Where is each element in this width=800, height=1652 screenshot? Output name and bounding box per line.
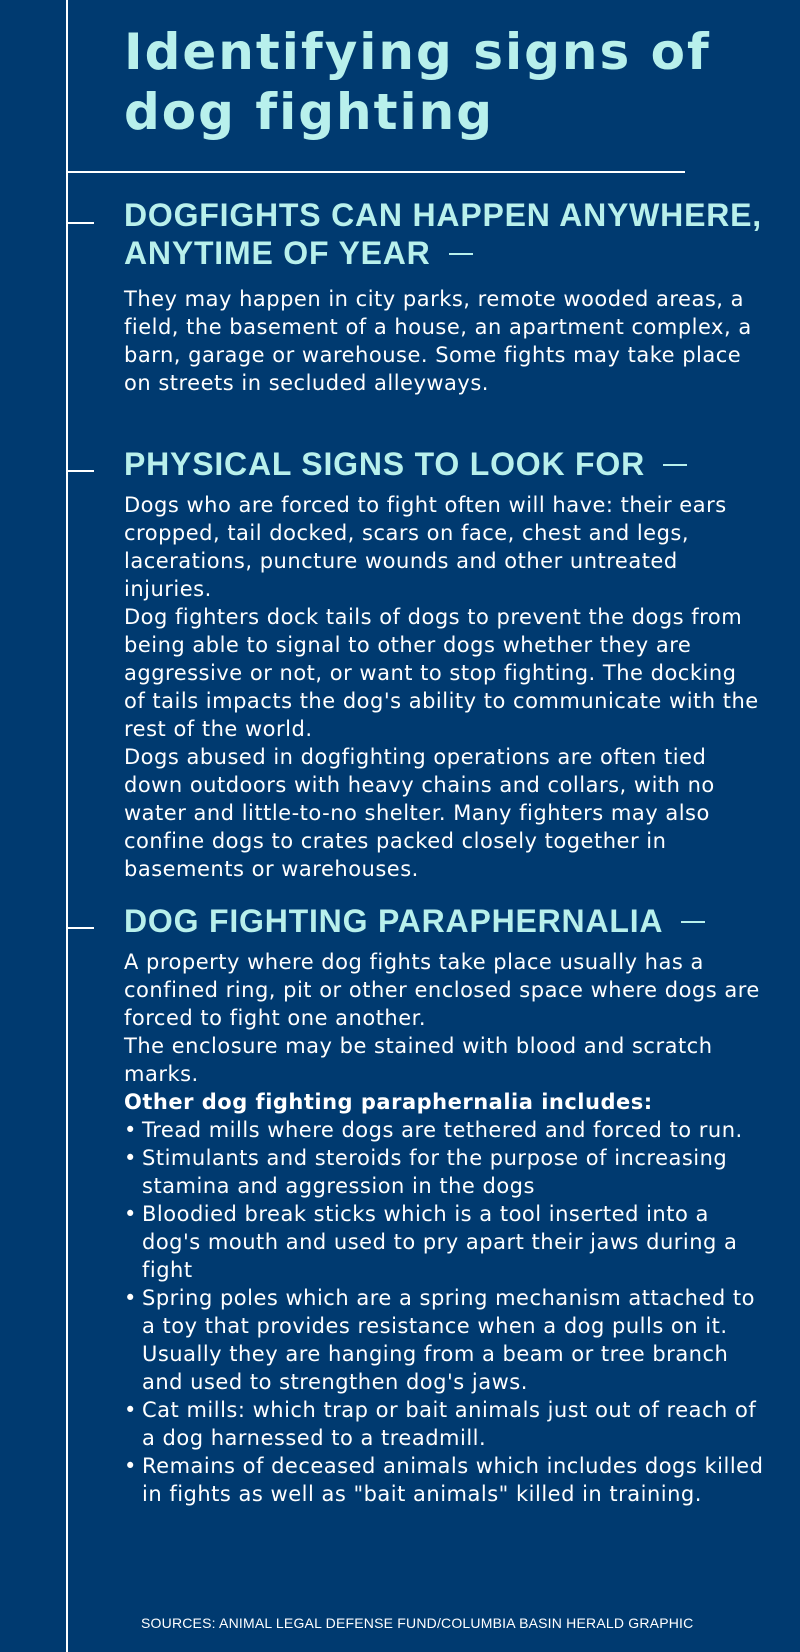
list-item bbox=[124, 1144, 764, 1200]
list-item bbox=[124, 1116, 764, 1144]
list-item-text: Spring poles which are a spring mechanism attached to a toy that provides resistance when a dog pulls on it. Usually they are hanging from a beam or tree branch and used to strengthen dog's jaws. bbox=[142, 1286, 755, 1394]
bullet-icon: • bbox=[124, 1286, 137, 1310]
section-dogfight-locations bbox=[124, 196, 764, 397]
list-item bbox=[124, 1284, 764, 1396]
paragraph: They may happen in city parks, remote wooded areas, a field, the basement of a house, an apartment complex, a barn, garage or warehouse. Some fights may take place on streets in secluded alleyways. bbox=[124, 287, 752, 395]
list-item bbox=[124, 1452, 764, 1508]
section-heading-text: PHYSICAL SIGNS TO LOOK FOR bbox=[124, 446, 646, 482]
bullet-icon: • bbox=[124, 1118, 137, 1142]
section-marker bbox=[66, 222, 94, 224]
heading-dash bbox=[681, 921, 705, 923]
bullet-icon: • bbox=[124, 1202, 137, 1226]
section-paraphernalia bbox=[124, 902, 764, 1508]
paragraph: A property where dog fights take place usually has a confined ring, pit or other enclosed space where dogs are forced to fight one another. bbox=[124, 950, 760, 1030]
list-title: Other dog fighting paraphernalia includes: bbox=[124, 1090, 653, 1114]
heading-dash bbox=[449, 253, 473, 255]
list-item bbox=[124, 1396, 764, 1452]
list-item-text: Bloodied break sticks which is a tool inserted into a dog's mouth and used to pry apart their jaws during a fight bbox=[142, 1202, 738, 1282]
section-heading bbox=[124, 196, 764, 272]
bullet-icon: • bbox=[124, 1398, 137, 1422]
section-heading bbox=[124, 902, 764, 940]
section-body bbox=[124, 285, 764, 397]
paragraph: Dog fighters dock tails of dogs to prevent the dogs from being able to signal to other dogs whether they are aggressive or not, or want to stop fighting. The docking of tails impacts the dog's ability to communicate with the rest of the world. bbox=[124, 605, 759, 741]
section-physical-signs bbox=[124, 445, 764, 883]
bullet-icon: • bbox=[124, 1146, 137, 1170]
section-heading-text: DOG FIGHTING PARAPHERNALIA bbox=[124, 903, 664, 939]
paragraph: Dogs abused in dogfighting operations are often tied down outdoors with heavy chains and collars, with no water and little-to-no shelter. Many fighters may also confine dogs to crates packed closely together in basements or warehouses. bbox=[124, 745, 715, 881]
section-body bbox=[124, 948, 764, 1508]
title-divider bbox=[66, 171, 685, 173]
paraphernalia-list bbox=[124, 1116, 764, 1508]
timeline-rule bbox=[66, 0, 68, 1652]
list-item-text: Remains of deceased animals which includes dogs killed in fights as well as "bait animals" killed in training. bbox=[142, 1454, 764, 1506]
section-heading-text: DOGFIGHTS CAN HAPPEN ANYWHERE, ANYTIME OF YEAR bbox=[124, 197, 762, 271]
section-body bbox=[124, 491, 764, 883]
section-marker bbox=[66, 470, 94, 472]
section-marker bbox=[66, 927, 94, 929]
section-heading bbox=[124, 445, 764, 483]
paragraph: Dogs who are forced to fight often will have: their ears cropped, tail docked, scars on face, chest and legs, lacerations, puncture wounds and other untreated injuries. bbox=[124, 493, 727, 601]
bullet-icon: • bbox=[124, 1454, 137, 1478]
list-item bbox=[124, 1200, 764, 1284]
source-credit: SOURCES: ANIMAL LEGAL DEFENSE FUND/COLUMBIA BASIN HERALD GRAPHIC bbox=[141, 1615, 694, 1631]
heading-dash bbox=[663, 464, 687, 466]
page-title: Identifying signs of dog fighting bbox=[124, 23, 711, 141]
list-item-text: Cat mills: which trap or bait animals just out of reach of a dog harnessed to a treadmill. bbox=[142, 1398, 757, 1450]
list-item-text: Stimulants and steroids for the purpose of increasing stamina and aggression in the dogs bbox=[142, 1146, 728, 1198]
paragraph: The enclosure may be stained with blood and scratch marks. bbox=[124, 1034, 713, 1086]
list-item-text: Tread mills where dogs are tethered and forced to run. bbox=[142, 1118, 743, 1142]
